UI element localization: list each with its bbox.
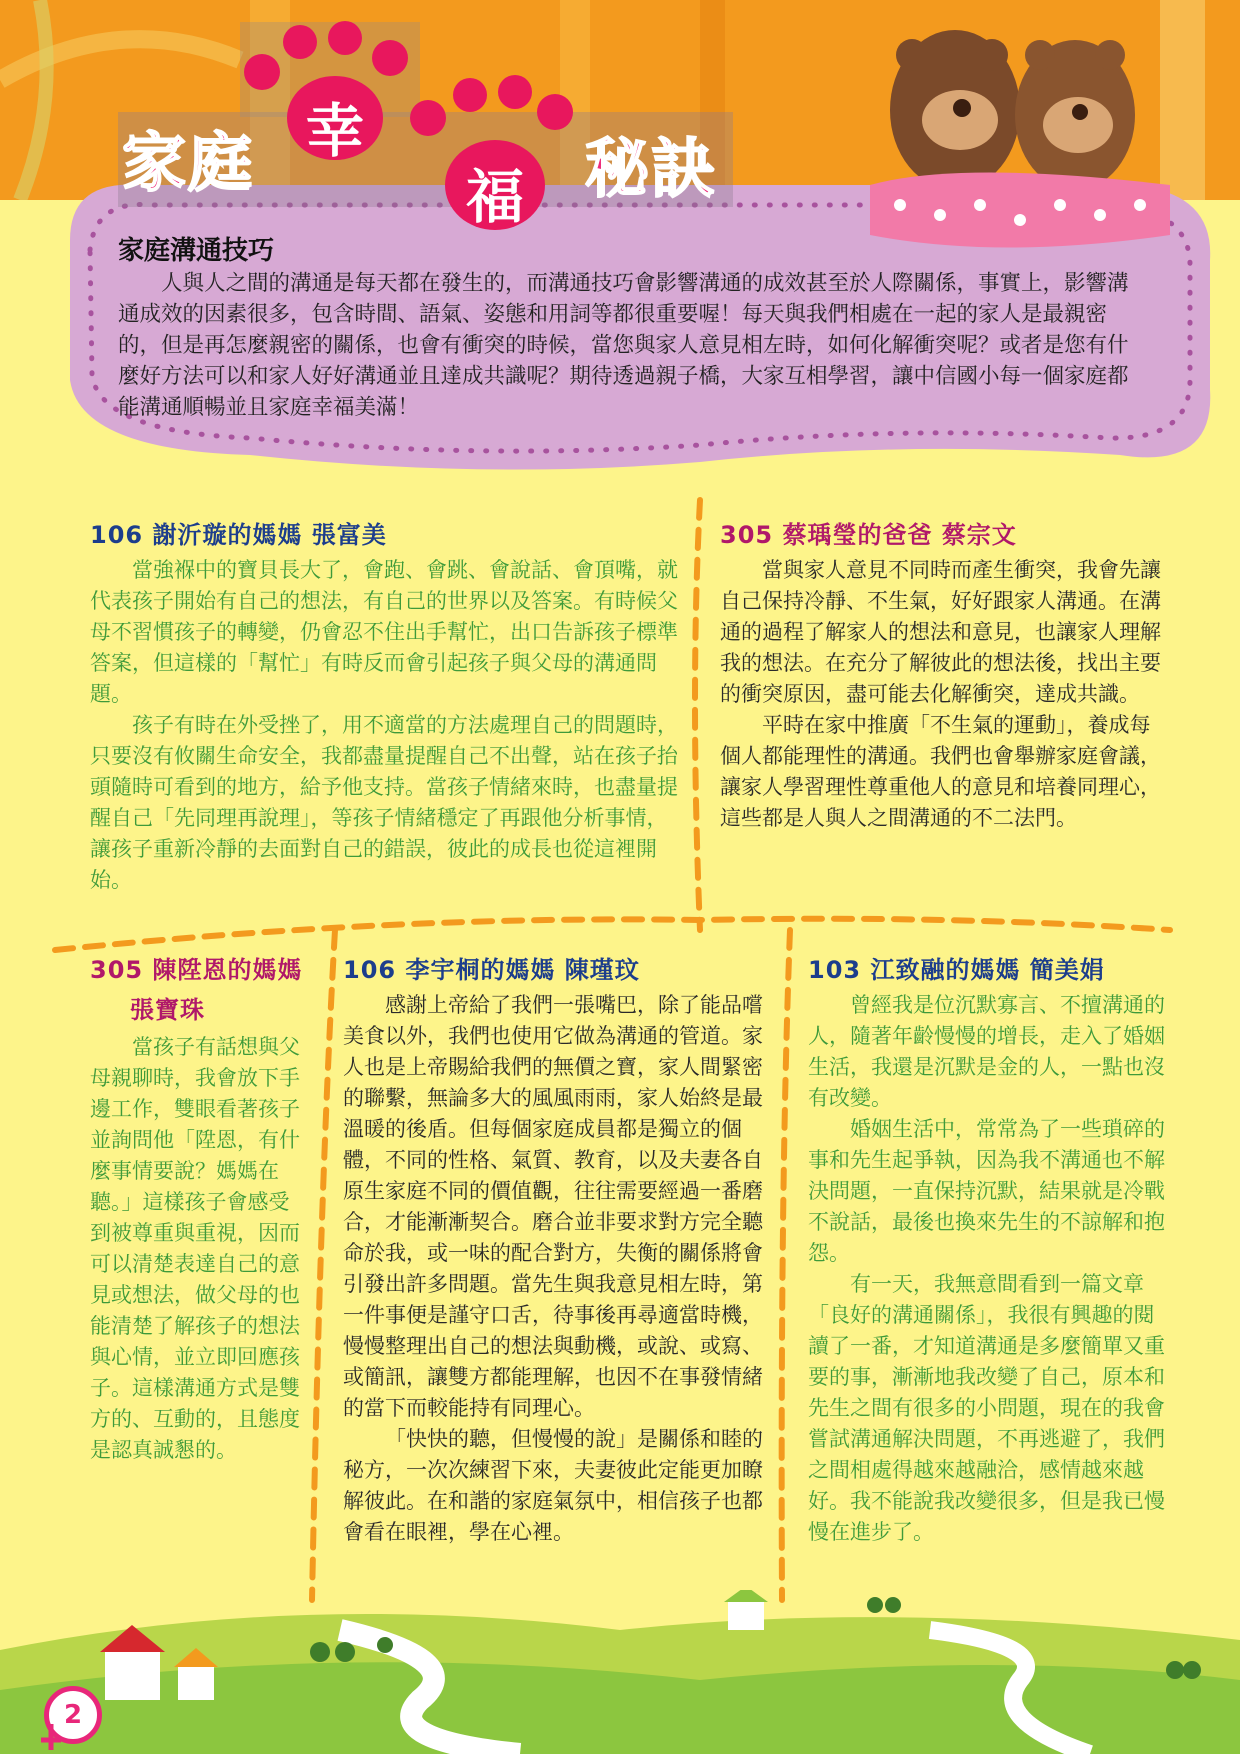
- female-symbol-icon: [36, 1722, 66, 1752]
- landscape-illustration: [0, 1590, 1240, 1754]
- section-5-paragraph-1: 曾經我是位沉默寡言、不擅溝通的人，隨著年齡慢慢的增長，走入了婚姻生活，我還是沉默是金的人，一點也沒有改變。: [808, 993, 1165, 1110]
- section-1-paragraph-1: 當強褓中的寶貝長大了，會跑、會跳、會說話、會頂嘴，就代表孩子開始有自己的想法，有自己的世界以及答案。有時候父母不習慣孩子的轉變，仍會忍不住出手幫忙，出口告訴孩子標準答案，但這樣的「幫忙」有時反而會引起孩子與父母的溝通問題。: [90, 558, 678, 706]
- section-3-paragraph-1: 當孩子有話想與父母親聊時，我會放下手邊工作，雙眼看著孩子並詢問他「陞恩，有什麼事情要說？媽媽在聽。」這樣孩子會感受到被尊重與重視，因而可以清楚表達自己的意見或想法，做父母的也能清楚了解孩子的想法與心情，並立即回應孩子。這樣溝通方式是雙方的、互動的，且態度是認真誠懇的。: [90, 1035, 300, 1462]
- section-2-paragraph-2: 平時在家中推廣「不生氣的運動」，養成每個人都能理性的溝通。我們也會舉辦家庭會議，讓家人學習理性尊重他人的意見和培養同理心，這些都是人與人之間溝通的不二法門。: [720, 713, 1161, 830]
- section-2-body: [720, 555, 1170, 834]
- section-4-title: 106 李宇桐的媽媽 陳瑾玟: [343, 956, 640, 984]
- section-2-paragraph-1: 當與家人意見不同時而產生衝突，我會先讓自己保持冷靜、不生氣，好好跟家人溝通。在溝通的過程了解家人的想法和意見，也讓家人理解我的想法。在充分了解彼此的想法後，找出主要的衝突原因，盡可能去化解衝突，達成共識。: [720, 558, 1161, 706]
- section-1-paragraph-2: 孩子有時在外受挫了，用不適當的方法處理自己的問題時，只要沒有攸關生命安全，我都盡量提醒自己不出聲，站在孩子抬頭隨時可看到的地方，給予他支持。當孩子情緒來時，也盡量提醒自己「先同理再說理」，等孩子情緒穩定了再跟他分析事情，讓孩子重新冷靜的去面對自己的錯誤，彼此的成長也從這裡開始。: [90, 713, 678, 892]
- title-paw-char-1: 幸: [305, 97, 364, 165]
- page-number: 2: [44, 1686, 102, 1744]
- section-3-title: 305 陳陞恩的媽媽: [90, 956, 303, 984]
- section-3-body: [90, 1032, 308, 1466]
- title-paw-char-2: 福: [465, 163, 524, 231]
- section-5-paragraph-2: 婚姻生活中，常常為了一些瑣碎的事和先生起爭執，因為我不溝通也不解決問題，一直保持沉默，結果就是冷戰不說話，最後也換來先生的不諒解和抱怨。: [808, 1117, 1165, 1265]
- section-4-body: [343, 990, 768, 1548]
- title-right-text: 秘訣: [585, 133, 717, 207]
- intro-paragraph: [118, 268, 1143, 423]
- section-4-paragraph-1: 感謝上帝給了我們一張嘴巴，除了能品嚐美食以外，我們也使用它做為溝通的管道。家人也是上帝賜給我們的無價之寶，家人間緊密的聯繫，無論多大的風風雨雨，家人始終是最溫暖的後盾。但每個家庭成員都是獨立的個體，不同的性格、氣質、教育，以及夫妻各自原生家庭不同的價值觀，往往需要經過一番磨合，才能漸漸契合。磨合並非要求對方完全聽命於我，或一味的配合對方，失衡的關係將會引發出許多問題。當先生與我意見相左時，第一件事便是謹守口舌，待事後再尋適當時機，慢慢整理出自己的想法與動機，或說、或寫、或簡訊，讓雙方都能理解，也因不在事發情緒的當下而較能持有同理心。: [343, 993, 763, 1420]
- section-3-title-name: 張寶珠: [130, 996, 205, 1024]
- section-5-title: 103 江致融的媽媽 簡美娟: [808, 956, 1105, 984]
- section-1-title: 106 謝沂璇的媽媽 張富美: [90, 521, 387, 549]
- section-2-title: 305 蔡瑀瑩的爸爸 蔡宗文: [720, 521, 1017, 549]
- section-1-body: [90, 555, 680, 896]
- section-5-paragraph-3: 有一天，我無意間看到一篇文章「良好的溝通關係」，我很有興趣的閱讀了一番，才知道溝通是多麼簡單又重要的事，漸漸地我改變了自己，原本和先生之間有很多的小問題，現在的我會嘗試溝通解決問題，不再逃避了，我們之間相處得越來越融洽，感情越來越好。我不能說我改變很多，但是我已慢慢在進步了。: [808, 1272, 1165, 1544]
- title-left-text: 家庭: [122, 127, 254, 201]
- section-4-paragraph-2: 「快快的聽，但慢慢的說」是關係和睦的秘方，一次次練習下來，夫妻彼此定能更加瞭解彼此。在和諧的家庭氣氛中，相信孩子也都會看在眼裡，學在心裡。: [343, 1427, 763, 1544]
- intro-heading: 家庭溝通技巧: [118, 236, 275, 266]
- section-5-body: [808, 990, 1168, 1548]
- intro-text: 人與人之間的溝通是每天都在發生的，而溝通技巧會影響溝通的成效甚至於人際關係，事實上，影響溝通成效的因素很多，包含時間、語氣、姿態和用詞等都很重要喔！每天與我們相處在一起的家人是最親密的，但是再怎麼親密的關係，也會有衝突的時候，當您與家人意見相左時，如何化解衝突呢？或者是您有什麼好方法可以和家人好好溝通並且達成共識呢？期待透過親子橋，大家互相學習，讓中信國小每一個家庭都能溝通順暢並且家庭幸福美滿！: [118, 271, 1129, 420]
